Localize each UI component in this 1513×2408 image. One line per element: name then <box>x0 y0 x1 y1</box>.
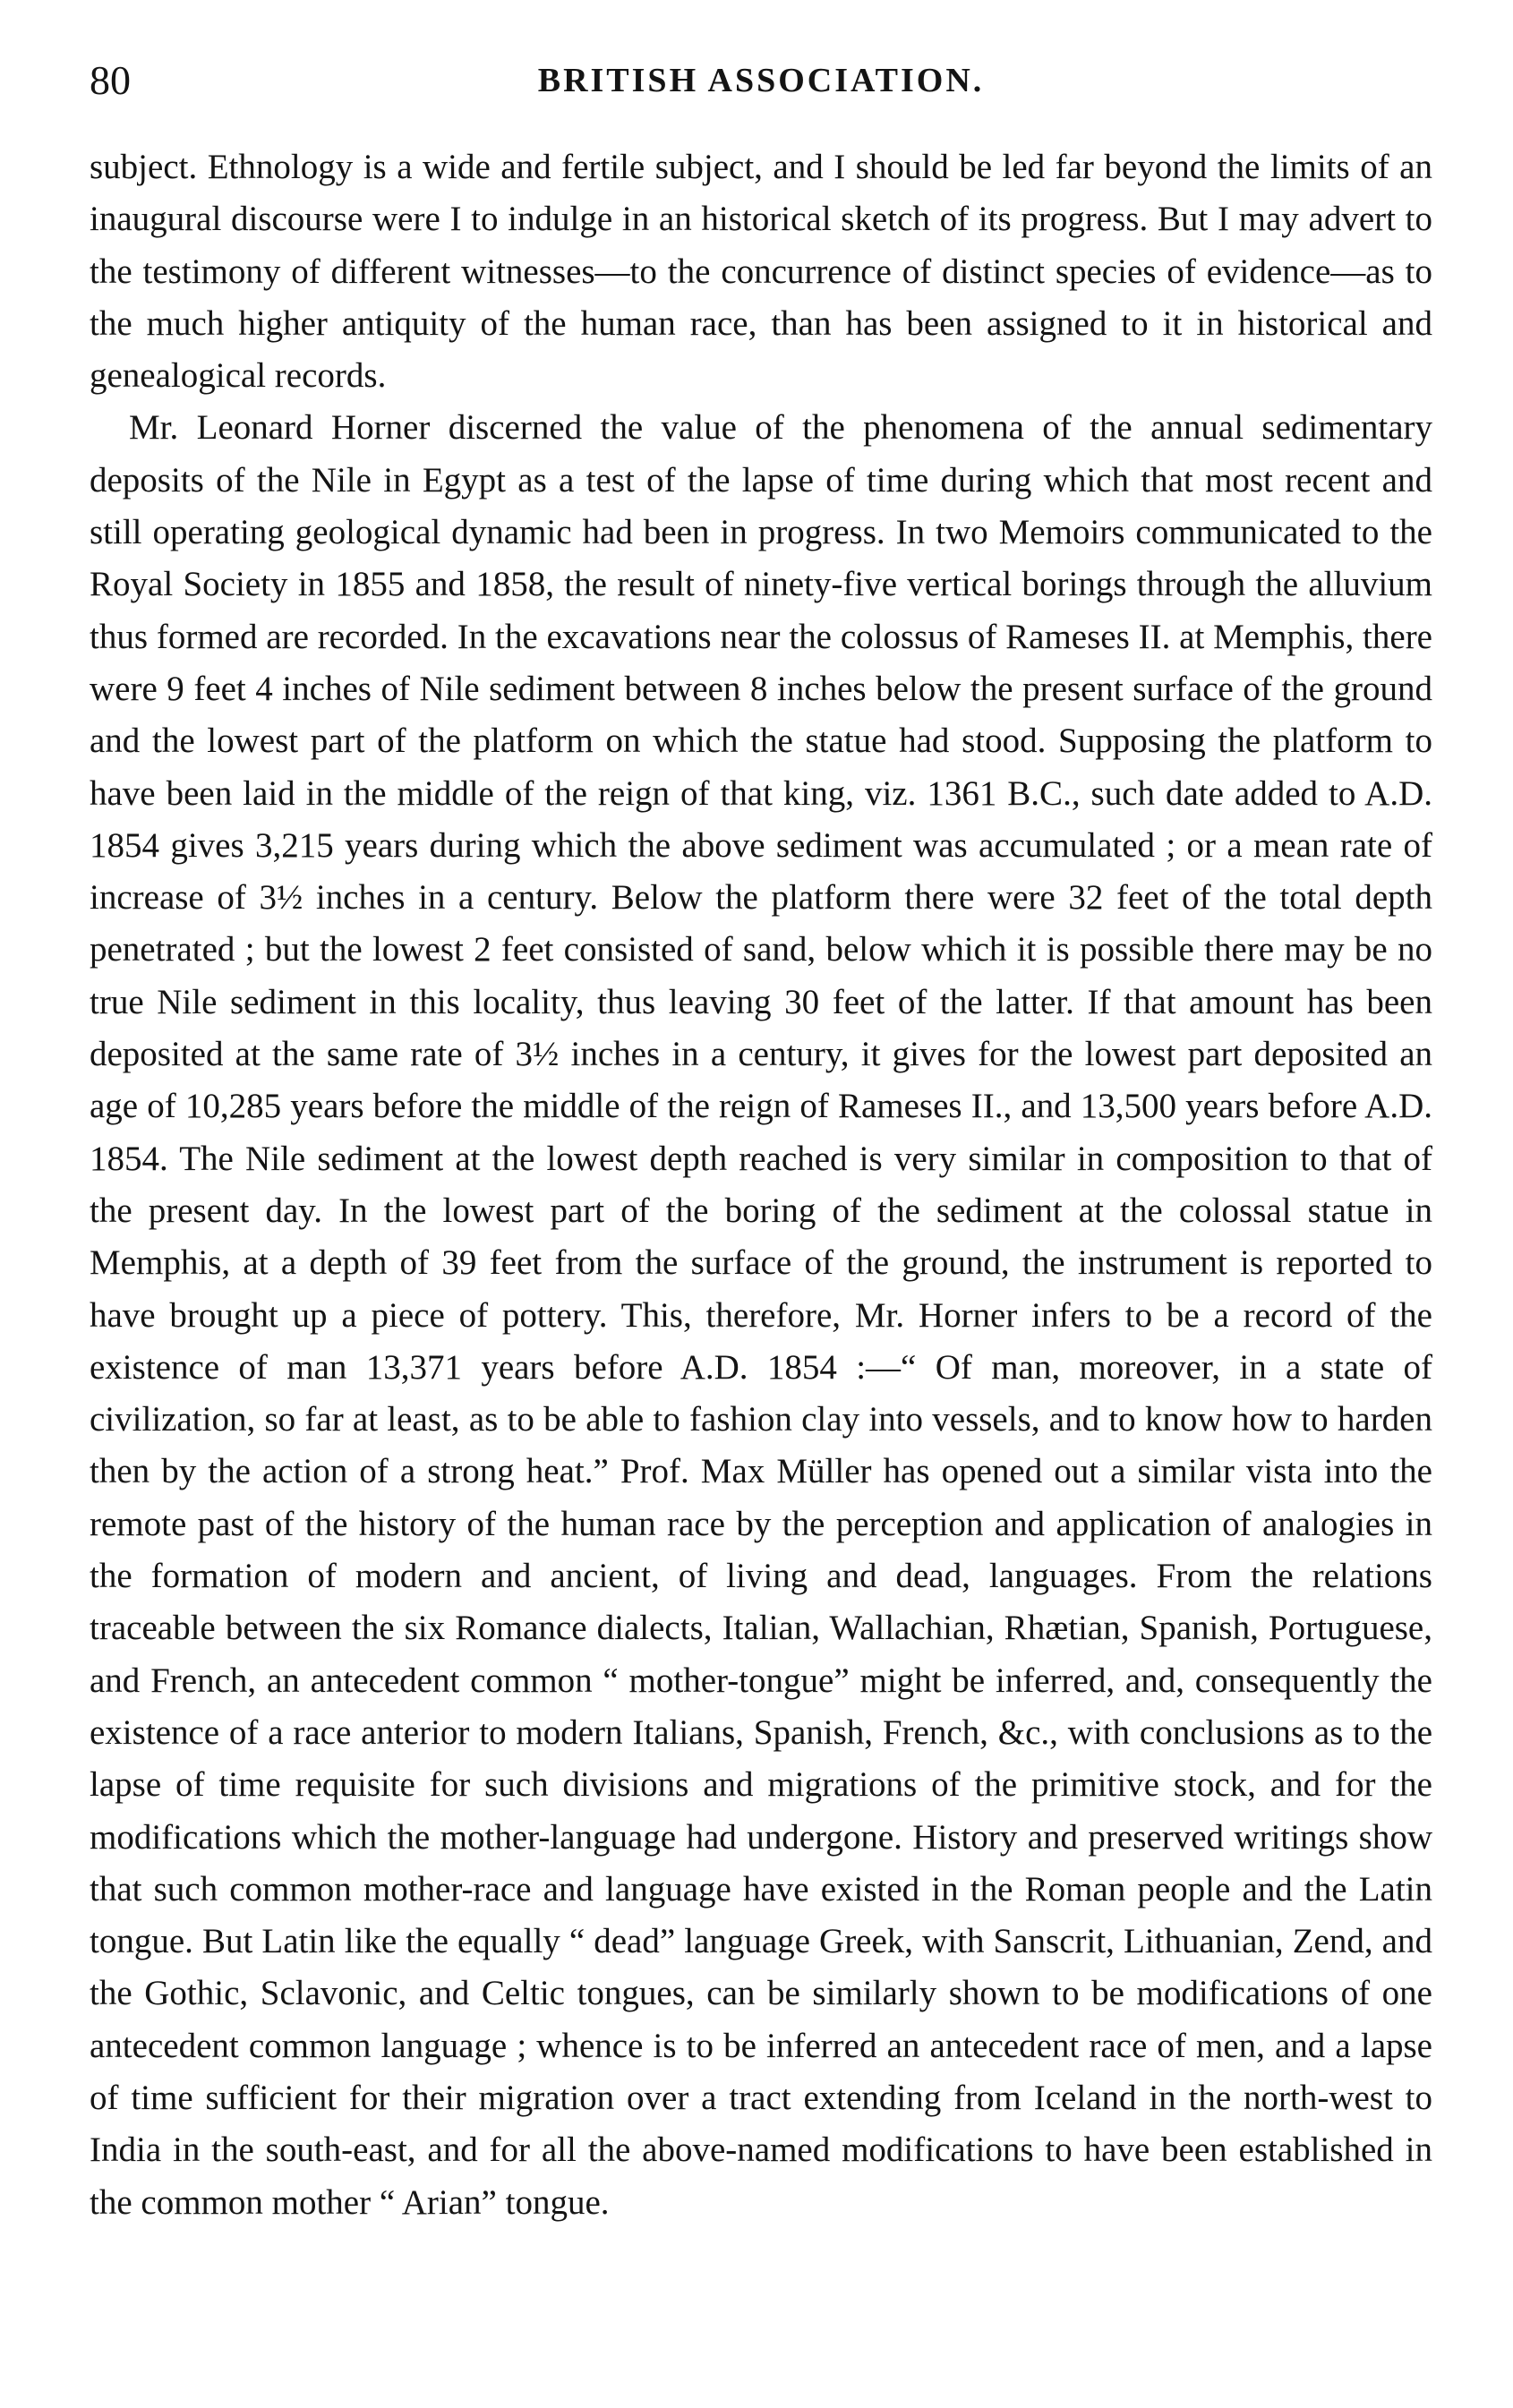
page-number: 80 <box>90 57 131 103</box>
paragraph-horner: Mr. Leonard Horner discerned the value of the phenomena of the annual sedimentary deposits of the Nile in Egypt as a test of the lapse of time during which that most recent and still operating geological dynamic had been in progress. In two Memoirs communicated to the Royal Society in 1855 and 1858, the result of ninety-five vertical borings through the alluvium thus formed are recorded. In the excavations near the colossus of Rameses II. at Memphis, there were 9 feet 4 inches of Nile sediment between 8 inches below the present surface of the ground and the lowest part of the platform on which the statue had stood. Supposing the platform to have been laid in the middle of the reign of that king, viz. 1361 B.C., such date added to A.D. 1854 gives 3,215 years during which the above sediment was accumulated ; or a mean rate of increase of 3½ inches in a century. Below the platform there were 32 feet of the total depth penetrated ; but the lowest 2 feet consisted of sand, below which it is possible there may be no true Nile sediment in this locality, thus leaving 30 feet of the latter. If that amount has been deposited at the same rate of 3½ inches in a century, it gives for the lowest part deposited an age of 10,285 years before the middle of the reign of Rameses II., and 13,500 years before A.D. 1854. The Nile sediment at the lowest depth reached is very similar in composition to that of the present day. In the lowest part of the boring of the sediment at the colossal statue in Memphis, at a depth of 39 feet from the surface of the ground, the instrument is reported to have brought up a piece of pottery. This, therefore, Mr. Horner infers to be a record of the existence of man 13,371 years before A.D. 1854 :—“ Of man, moreover, in a state of civilization, so far at least, as to be able to fashion clay into vessels, and to know how to harden then by the action of a strong heat.” Prof. Max Müller has opened out a similar vista into the remote past of the history of the human race by the perception and application of analogies in the formation of modern and ancient, of living and dead, languages. From the relations traceable between the six Romance dialects, Italian, Wallachian, Rhætian, Spanish, Portuguese, and French, an antecedent common “ mother-tongue” might be inferred, and, consequently the existence of a race anterior to modern Italians, Spanish, French, &c., with conclusions as to the lapse of time requisite for such divisions and migrations of the primitive stock, and for the modifications which the mother-language had undergone. History and preserved writings show that such common mother-race and language have existed in the Roman people and the Latin tongue. But Latin like the equally “ dead” language Greek, with Sanscrit, Lithuanian, Zend, and the Gothic, Sclavonic, and Celtic tongues, can be similarly shown to be modifications of one antecedent common language ; whence is to be inferred an antecedent race of men, and a lapse of time sufficient for their migration over a tract extending from Iceland in the north-west to India in the south-east, and for all the above-named modifications to have been established in the common mother “ Arian” tongue. <box>90 408 1432 2222</box>
book-page <box>90 56 1432 2374</box>
paragraph-continuation: subject. Ethnology is a wide and fertile subject, and I should be led far beyond the limits of an inaugural discourse were I to indulge in an historical sketch of its progress. But I may advert to the testimony of different witnesses—to the concurrence of distinct species of evidence—as to the much higher antiquity of the human race, than has been assigned to it in historical and genealogical records. <box>90 148 1432 396</box>
running-head <box>90 56 1432 106</box>
running-head-title: BRITISH ASSOCIATION. <box>537 62 985 99</box>
body-text <box>90 141 1432 2229</box>
